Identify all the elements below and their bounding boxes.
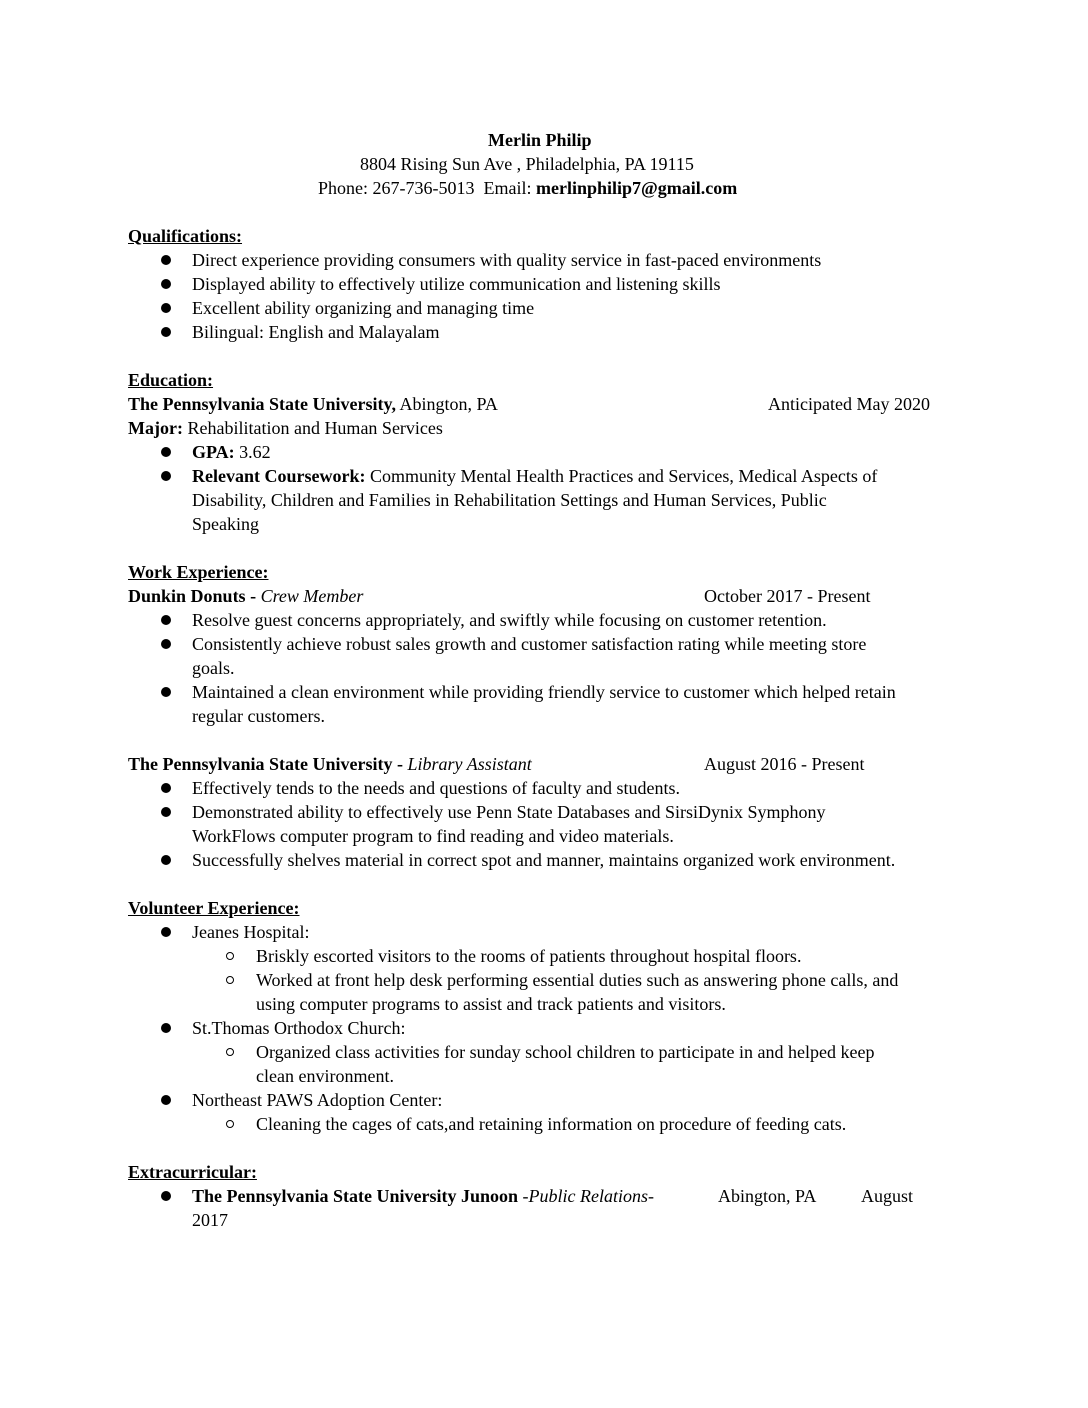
volunteer-org: Jeanes Hospital: (192, 922, 310, 942)
bullet-icon (161, 447, 171, 457)
job-duty: Consistently achieve robust sales growth and customer satisfaction rating while meeting store (192, 634, 867, 654)
section-heading-qualifications: Qualifications: (128, 226, 243, 246)
coursework-continued: Disability, Children and Families in Rehabilitation Settings and Human Services, Public (192, 490, 827, 510)
bullet-icon (161, 303, 171, 313)
phone-label: Phone: (318, 178, 369, 198)
job-duty: Maintained a clean environment while providing friendly service to customer which helped retain (192, 682, 896, 702)
volunteer-org: St.Thomas Orthodox Church: (192, 1018, 406, 1038)
job-title-line (128, 752, 532, 776)
circle-bullet-icon (226, 1048, 234, 1056)
section-heading-education: Education: (128, 370, 214, 390)
job-duty-continued: goals. (192, 658, 235, 678)
volunteer-duty-continued: using computer programs to assist and track patients and visitors. (256, 994, 726, 1014)
candidate-name: Merlin Philip (488, 130, 592, 150)
qualification-item: Excellent ability organizing and managing time (192, 298, 535, 318)
qualification-item: Displayed ability to effectively utilize communication and listening skills (192, 274, 721, 294)
volunteer-duty: Briskly escorted visitors to the rooms of patients throughout hospital floors. (256, 946, 802, 966)
major-value: Rehabilitation and Human Services (187, 418, 443, 438)
section-heading-work-experience: Work Experience: (128, 562, 269, 582)
address: 8804 Rising Sun Ave , Philadelphia, PA 19115 (360, 154, 694, 174)
job-date: October 2017 - Present (704, 586, 871, 606)
circle-bullet-icon (226, 976, 234, 984)
coursework-label: Relevant Coursework: (192, 466, 366, 486)
job-employer: Dunkin Donuts - (128, 586, 257, 606)
bullet-icon (161, 471, 171, 481)
bullet-icon (161, 807, 171, 817)
bullet-icon (161, 855, 171, 865)
circle-bullet-icon (226, 1120, 234, 1128)
extracurricular-month: August (861, 1186, 914, 1206)
bullet-icon (161, 639, 171, 649)
extracurricular-org: The Pennsylvania State University Junoon (192, 1186, 519, 1206)
job-employer: The Pennsylvania State University - (128, 754, 404, 774)
section-heading-extracurricular: Extracurricular: (128, 1162, 257, 1182)
coursework-line (192, 464, 877, 488)
circle-bullet-icon (226, 952, 234, 960)
job-duty-continued: WorkFlows computer program to find reading and video materials. (192, 826, 674, 846)
bullet-icon (161, 687, 171, 697)
contact-line (318, 176, 737, 200)
volunteer-duty: Organized class activities for sunday school children to participate in and helped keep (256, 1042, 875, 1062)
job-duty-continued: regular customers. (192, 706, 325, 726)
section-heading-volunteer-experience: Volunteer Experience: (128, 898, 300, 918)
bullet-icon (161, 327, 171, 337)
qualification-item: Bilingual: English and Malayalam (192, 322, 440, 342)
extracurricular-role: -Public Relations- (522, 1186, 655, 1206)
bullet-icon (161, 1095, 171, 1105)
job-duty: Successfully shelves material in correct spot and manner, maintains organized work environment. (192, 850, 896, 870)
job-title-line (128, 584, 363, 608)
job-duty: Effectively tends to the needs and questions of faculty and students. (192, 778, 681, 798)
qualification-item: Direct experience providing consumers with quality service in fast-paced environments (192, 250, 822, 270)
bullet-icon (161, 927, 171, 937)
gpa-line (192, 440, 271, 464)
phone-number: 267-736-5013 (372, 178, 475, 198)
volunteer-duty: Cleaning the cages of cats,and retaining information on procedure of feeding cats. (256, 1114, 847, 1134)
extracurricular-year: 2017 (192, 1210, 228, 1230)
coursework-text: Community Mental Health Practices and Services, Medical Aspects of (369, 466, 878, 486)
volunteer-duty-continued: clean environment. (256, 1066, 394, 1086)
bullet-icon (161, 1191, 171, 1201)
volunteer-org: Northeast PAWS Adoption Center: (192, 1090, 443, 1110)
bullet-icon (161, 279, 171, 289)
major-line (128, 416, 443, 440)
job-role: Library Assistant (407, 754, 532, 774)
email-label: Email: (483, 178, 532, 198)
major-label: Major: (128, 418, 183, 438)
volunteer-duty: Worked at front help desk performing essential duties such as answering phone calls, and (256, 970, 899, 990)
job-role: Crew Member (260, 586, 364, 606)
bullet-icon (161, 255, 171, 265)
extracurricular-location: Abington, PA (718, 1186, 817, 1206)
job-duty: Resolve guest concerns appropriately, and swiftly while focusing on customer retention. (192, 610, 827, 630)
education-date: Anticipated May 2020 (768, 394, 930, 414)
extracurricular-line (192, 1184, 654, 1208)
coursework-continued: Speaking (192, 514, 259, 534)
job-duty: Demonstrated ability to effectively use Penn State Databases and SirsiDynix Symphony (192, 802, 826, 822)
email-address: merlinphilip7@gmail.com (536, 178, 738, 198)
gpa-label: GPA: (192, 442, 235, 462)
job-date: August 2016 - Present (704, 754, 865, 774)
education-school-line (128, 392, 498, 416)
school-name: The Pennsylvania State University, (128, 394, 397, 414)
bullet-icon (161, 1023, 171, 1033)
bullet-icon (161, 615, 171, 625)
gpa-value: 3.62 (239, 442, 271, 462)
school-location: Abington, PA (399, 394, 498, 414)
bullet-icon (161, 783, 171, 793)
